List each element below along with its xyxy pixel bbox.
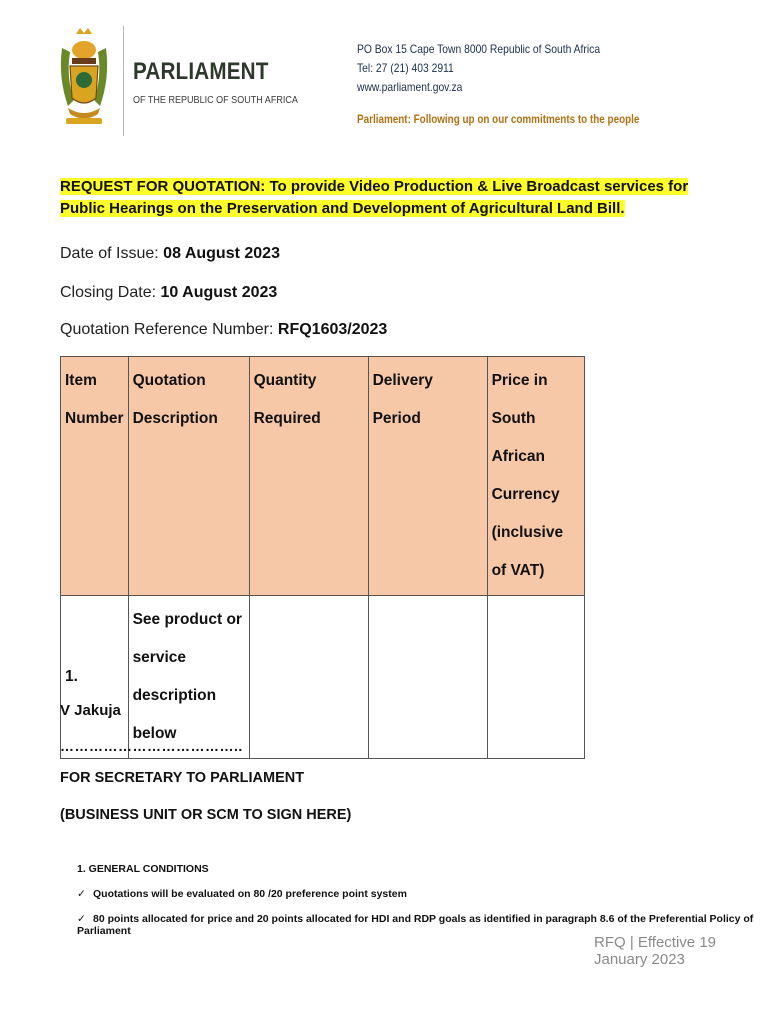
telephone: Tel: 27 (21) 403 2911: [357, 61, 454, 75]
quotation-table: [60, 356, 585, 759]
tagline: Parliament: Following up on our commitments to the people: [357, 114, 640, 126]
date-of-issue: Date of Issue: 08 August 2023: [60, 245, 280, 262]
rfq-title: [60, 176, 720, 220]
cell-item-number: 1.: [61, 596, 129, 759]
website[interactable]: www.parliament.gov.za: [357, 80, 463, 94]
condition-item: ✓ Quotations will be evaluated on 80 /20 preference point system: [77, 888, 407, 900]
header-quotation-description: Quotation Description: [128, 357, 249, 596]
page-footer: RFQ | Effective 19 January 2023: [594, 934, 716, 968]
rfq-label: REQUEST FOR QUOTATION:: [60, 178, 266, 195]
condition-item: ✓ 80 points allocated for price and 20 points allocated for HDI and RDP goals as identified in paragraph 8.6 of the Preferential Policy of Parliament: [77, 913, 754, 937]
header-item-number: Item Number: [61, 357, 129, 596]
rfq-description: To provide Video Production & Live Broadcast services for Public Hearings on the Preservation and Development of Agricultural Land Bill.: [60, 178, 689, 217]
signature-line: ………………………………..: [60, 738, 243, 754]
business-unit-label: (BUSINESS UNIT OR SCM TO SIGN HERE): [60, 807, 352, 823]
table-header-row: [61, 357, 585, 596]
table-row: [61, 596, 585, 759]
parliament-crest-logo: [58, 28, 110, 128]
org-subtitle: OF THE REPUBLIC OF SOUTH AFRICA: [133, 94, 298, 106]
header-delivery-period: Delivery Period: [368, 357, 487, 596]
quotation-reference: Quotation Reference Number: RFQ1603/2023: [60, 321, 388, 338]
general-conditions-title: 1. GENERAL CONDITIONS: [77, 863, 209, 875]
org-name: PARLIAMENT: [133, 58, 269, 85]
signer-name: V Jakuja: [60, 702, 121, 719]
cell-quantity[interactable]: [249, 596, 368, 759]
checkmark-icon: ✓: [77, 888, 86, 900]
for-secretary-label: FOR SECRETARY TO PARLIAMENT: [60, 770, 305, 786]
logo-divider: [123, 26, 124, 136]
cell-price[interactable]: [487, 596, 584, 759]
header-quantity-required: Quantity Required: [249, 357, 368, 596]
address: PO Box 15 Cape Town 8000 Republic of South Africa: [357, 42, 601, 56]
cell-description: See product or service description below: [128, 596, 249, 759]
checkmark-icon: ✓: [77, 913, 86, 925]
closing-date: Closing Date: 10 August 2023: [60, 284, 278, 301]
header-price: Price in South African Currency (inclusive of VAT): [487, 357, 584, 596]
contact-block: [357, 40, 685, 130]
cell-delivery-period[interactable]: [368, 596, 487, 759]
